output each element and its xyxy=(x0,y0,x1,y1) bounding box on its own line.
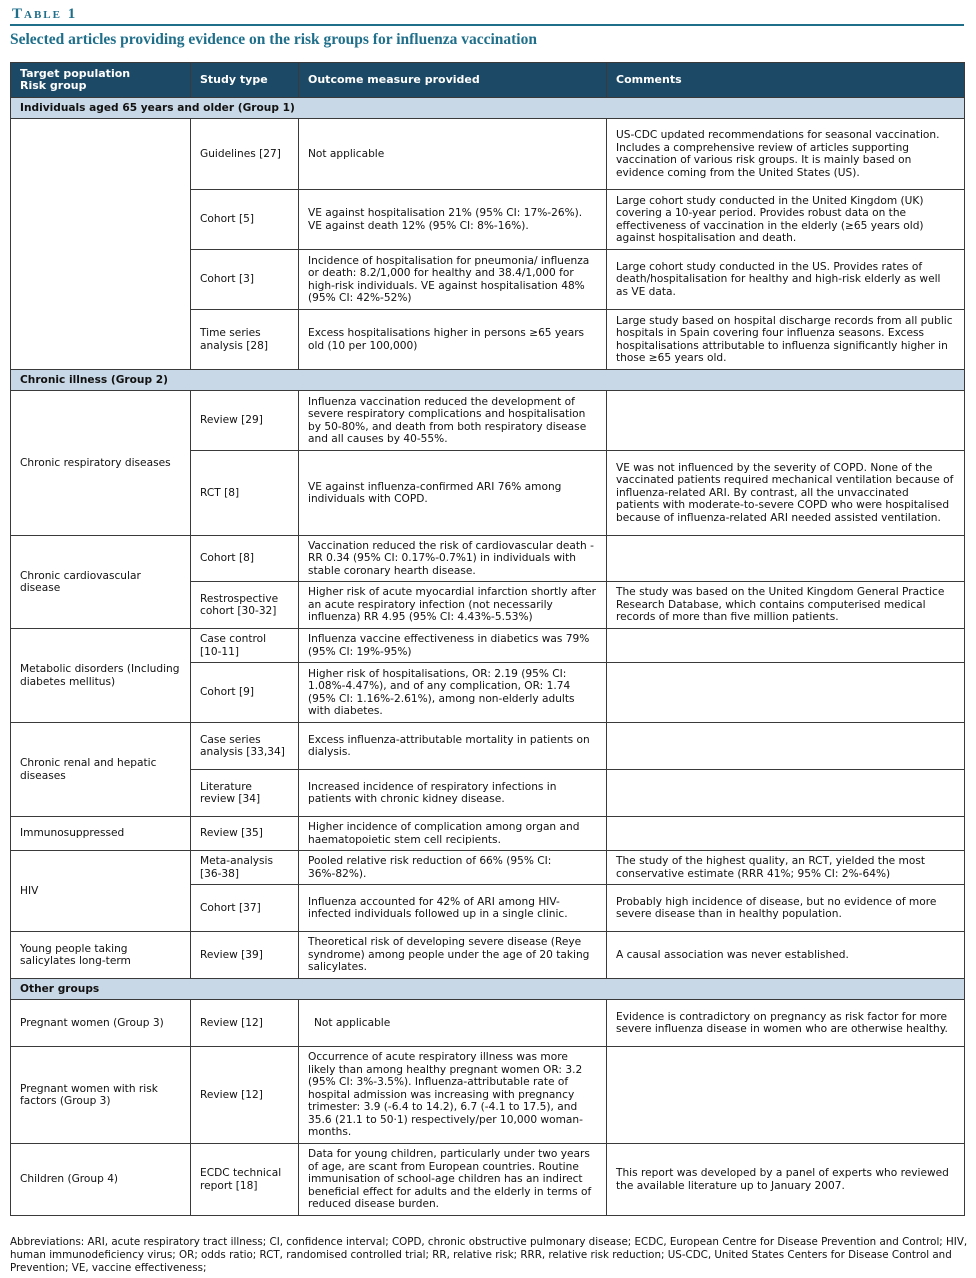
header-outcome: Outcome measure provided xyxy=(299,63,607,98)
comments-cell: Large cohort study conducted in the US. Provides rates of death/hospitalisation for healthy and high-risk elderly as well as VE data. xyxy=(607,250,965,310)
outcome-cell: Not applicable xyxy=(299,1000,607,1047)
table-header-row xyxy=(11,63,965,98)
outcome-cell: Influenza vaccine effectiveness in diabetics was 79% (95% CI: 19%-95%) xyxy=(299,629,607,663)
study-type-cell: Review [35] xyxy=(191,817,299,851)
comments-cell xyxy=(607,723,965,770)
table-row xyxy=(11,1144,965,1216)
study-type-cell: Restrospective cohort [30-32] xyxy=(191,582,299,629)
outcome-cell: Incidence of hospitalisation for pneumonia/ influenza or death: 8.2/1,000 for healthy and 38.4/1,000 for high-risk individuals. VE against hospitalisation 48% (95% CI: 42%-52%) xyxy=(299,250,607,310)
study-type-cell: Review [29] xyxy=(191,391,299,451)
comments-cell: Large cohort study conducted in the United Kingdom (UK) covering a 10-year period. Provides robust data on the effectiveness of vaccination in the elderly (≥65 years old) against hospitalisation and death. xyxy=(607,190,965,250)
group-label: Chronic illness (Group 2) xyxy=(11,370,965,391)
abbreviations-footnote: Abbreviations: ARI, acute respiratory tract illness; CI, confidence interval; COPD, chronic obstructive pulmonary disease; ECDC, European Centre for Disease Prevention and Control; HIV, human immunodeficiency virus; OR; odds ratio; RCT, randomised controlled trial; RR, relative risk; RRR, relative risk reduction; US-CDC, United States Centers for Disease Control and Prevention; VE, vaccine effectiveness; xyxy=(10,1236,968,1274)
outcome-cell: Excess hospitalisations higher in persons ≥65 years old (10 per 100,000) xyxy=(299,310,607,370)
table-row xyxy=(11,932,965,979)
table-row xyxy=(11,536,965,582)
comments-cell xyxy=(607,391,965,451)
outcome-cell: Higher incidence of complication among organ and haematopoietic stem cell recipients. xyxy=(299,817,607,851)
target-population-cell: Children (Group 4) xyxy=(11,1144,191,1216)
target-population-cell: Chronic renal and hepatic diseases xyxy=(11,723,191,817)
table-caption: Selected articles providing evidence on the risk groups for influenza vaccination xyxy=(10,31,537,48)
outcome-cell: Influenza vaccination reduced the development of severe respiratory complications and hospitalisation by 50-80%, and death from both respiratory disease and all causes by 40-55%. xyxy=(299,391,607,451)
study-type-cell: Cohort [3] xyxy=(191,250,299,310)
table-row xyxy=(11,629,965,663)
target-population-cell: Chronic respiratory diseases xyxy=(11,391,191,536)
study-type-cell: Case control [10-11] xyxy=(191,629,299,663)
outcome-cell: VE against influenza-confirmed ARI 76% among individuals with COPD. xyxy=(299,451,607,536)
comments-cell: Evidence is contradictory on pregnancy as risk factor for more severe influenza disease in women who are otherwise healthy. xyxy=(607,1000,965,1047)
target-population-cell: HIV xyxy=(11,851,191,932)
outcome-cell: VE against hospitalisation 21% (95% CI: 17%-26%). VE against death 12% (95% CI: 8%-16%). xyxy=(299,190,607,250)
outcome-cell: Theoretical risk of developing severe disease (Reye syndrome) among people under the age of 20 taking salicylates. xyxy=(299,932,607,979)
comments-cell: The study was based on the United Kingdom General Practice Research Database, which contains computerised medical records of more than five million patients. xyxy=(607,582,965,629)
study-type-cell: Guidelines [27] xyxy=(191,119,299,190)
comments-cell xyxy=(607,629,965,663)
comments-cell: VE was not influenced by the severity of COPD. None of the vaccinated patients required mechanical ventilation because of influenza-related ARI. By contrast, all the unvaccinated patients with moderate-to-severe COPD who were hospitalised because of influenza-related ARI needed assisted ventilation. xyxy=(607,451,965,536)
group-row-3 xyxy=(11,979,965,1000)
outcome-cell: Higher risk of hospitalisations, OR: 2.19 (95% CI: 1.08%-4.47%), and of any complication, OR: 1.74 (95% CI: 1.16%-2.61%), among non-elderly adults with diabetes. xyxy=(299,663,607,723)
header-target-population: Target population Risk group xyxy=(11,63,191,98)
table-row xyxy=(11,817,965,851)
table-row xyxy=(11,119,965,190)
target-population-cell: Chronic cardiovascular disease xyxy=(11,536,191,629)
study-type-cell: Case series analysis [33,34] xyxy=(191,723,299,770)
study-type-cell: Cohort [8] xyxy=(191,536,299,582)
outcome-cell: Vaccination reduced the risk of cardiovascular death - RR 0.34 (95% CI: 0.17%-0.7%1) in individuals with stable coronary hearth disease. xyxy=(299,536,607,582)
group-label: Other groups xyxy=(11,979,965,1000)
comments-cell xyxy=(607,536,965,582)
study-type-cell: Meta-analysis [36-38] xyxy=(191,851,299,885)
outcome-cell: Data for young children, particularly under two years of age, are scant from European countries. Routine immunisation of school-age children has an indirect beneficial effect for adults and the elderly in terms of reduced disease burden. xyxy=(299,1144,607,1216)
risk-groups-table xyxy=(10,62,965,1216)
group-row-2 xyxy=(11,370,965,391)
study-type-cell: Cohort [9] xyxy=(191,663,299,723)
comments-cell: The study of the highest quality, an RCT, yielded the most conservative estimate (RRR 41%; 95% CI: 2%-64%) xyxy=(607,851,965,885)
study-type-cell: Cohort [37] xyxy=(191,885,299,932)
outcome-cell: Not applicable xyxy=(299,119,607,190)
comments-cell xyxy=(607,817,965,851)
group-label: Individuals aged 65 years and older (Group 1) xyxy=(11,98,965,119)
comments-cell: Large study based on hospital discharge records from all public hospitals in Spain covering four influenza seasons. Excess hospitalisations attributable to influenza significantly higher in those ≥65 years old. xyxy=(607,310,965,370)
study-type-cell: RCT [8] xyxy=(191,451,299,536)
outcome-cell: Occurrence of acute respiratory illness was more likely than among healthy pregnant women OR: 3.2 (95% CI: 3%-3.5%). Influenza-attributable rate of hospital admission was increasing with pregnancy trimester: 3.9 (-6.4 to 14.2), 6.7 (-4.1 to 17.5), and 35.6 (21.1 to 50·1) respectively/per 10,000 woman-months. xyxy=(299,1047,607,1144)
comments-cell xyxy=(607,770,965,817)
comments-cell: A causal association was never established. xyxy=(607,932,965,979)
outcome-cell: Excess influenza-attributable mortality in patients on dialysis. xyxy=(299,723,607,770)
comments-cell: Probably high incidence of disease, but no evidence of more severe disease than in healthy population. xyxy=(607,885,965,932)
target-population-cell: Pregnant women (Group 3) xyxy=(11,1000,191,1047)
title-rule xyxy=(10,24,964,26)
target-population-cell: Immunosuppressed xyxy=(11,817,191,851)
header-comments: Comments xyxy=(607,63,965,98)
study-type-cell: Review [39] xyxy=(191,932,299,979)
study-type-cell: Review [12] xyxy=(191,1047,299,1144)
group-row-1 xyxy=(11,98,965,119)
outcome-cell: Increased incidence of respiratory infections in patients with chronic kidney disease. xyxy=(299,770,607,817)
study-type-cell: Review [12] xyxy=(191,1000,299,1047)
comments-cell xyxy=(607,1047,965,1144)
table-label: Table 1 xyxy=(12,6,78,22)
study-type-cell: ECDC technical report [18] xyxy=(191,1144,299,1216)
study-type-cell: Time series analysis [28] xyxy=(191,310,299,370)
table-row xyxy=(11,1000,965,1047)
study-type-cell: Cohort [5] xyxy=(191,190,299,250)
outcome-cell: Pooled relative risk reduction of 66% (95% CI: 36%-82%). xyxy=(299,851,607,885)
table-row xyxy=(11,851,965,885)
target-population-cell: Metabolic disorders (Including diabetes mellitus) xyxy=(11,629,191,723)
outcome-cell: Higher risk of acute myocardial infarction shortly after an acute respiratory infection (not necessarily influenza) RR 4.95 (95% CI: 4.43%-5.53%) xyxy=(299,582,607,629)
target-cell-empty xyxy=(11,119,191,370)
comments-cell: US-CDC updated recommendations for seasonal vaccination. Includes a comprehensive review of articles supporting vaccination of various risk groups. It is mainly based on evidence coming from the United States (US). xyxy=(607,119,965,190)
comments-cell xyxy=(607,663,965,723)
target-population-cell: Pregnant women with risk factors (Group 3) xyxy=(11,1047,191,1144)
comments-cell: This report was developed by a panel of experts who reviewed the available literature up to January 2007. xyxy=(607,1144,965,1216)
table-row xyxy=(11,391,965,451)
header-study-type: Study type xyxy=(191,63,299,98)
target-population-cell: Young people taking salicylates long-term xyxy=(11,932,191,979)
outcome-cell: Influenza accounted for 42% of ARI among HIV-infected individuals followed up in a single clinic. xyxy=(299,885,607,932)
study-type-cell: Literature review [34] xyxy=(191,770,299,817)
table-row xyxy=(11,1047,965,1144)
table-row xyxy=(11,723,965,770)
